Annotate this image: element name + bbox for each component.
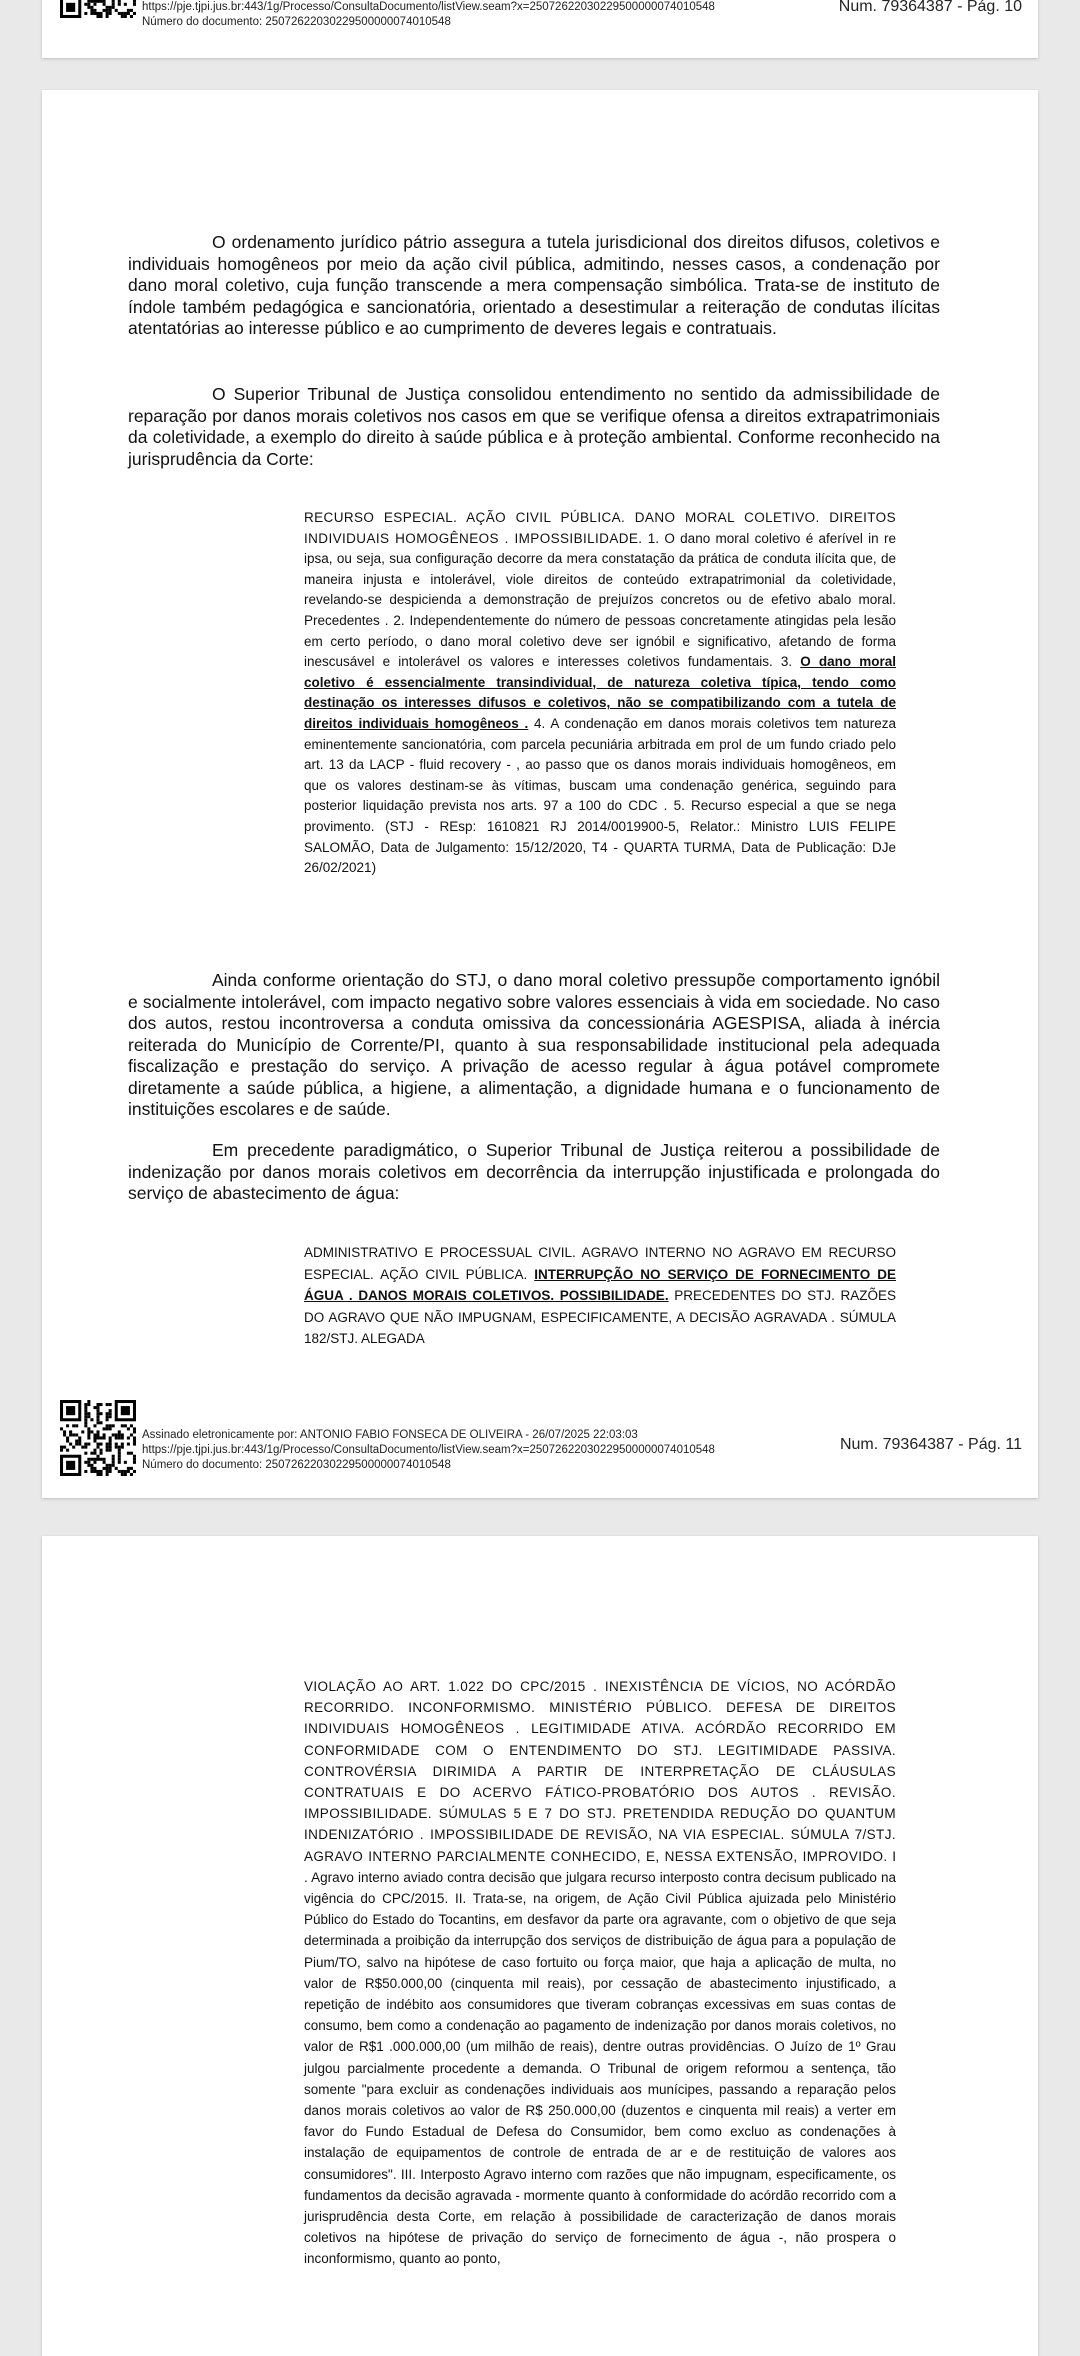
body-paragraph: O Superior Tribunal de Justiça consolidou entendimento no sentido da admissibilidade de reparação por danos morais coletivos nos casos em que se verifique ofensa a direitos extrapatrimoniais da coletividade, a exemplo do direito à saúde pública e à proteção ambiental. Conforme reconhecido na jurisprudência da Corte: [128,384,940,469]
highlighted-excerpt: INTERRUPÇÃO NO SERVIÇO DE FORNECIMENTO DE ÁGUA . DANOS MORAIS COLETIVOS. POSSIBILIDADE. [304,1266,896,1303]
jurisprudence-quote: ADMINISTRATIVO E PROCESSUAL CIVIL. AGRAVO INTERNO NO AGRAVO EM RECURSO ESPECIAL. AÇÃO CIVIL PÚBLICA. INTERRUPÇÃO NO SERVIÇO DE FORNECIMENTO DE ÁGUA . DANOS MORAIS COLETIVOS. POSSIBILIDADE. PRECEDENTES DO STJ. RAZÕES DO AGRAVO QUE NÃO IMPUGNAM, ESPECIFICAMENTE, A DECISÃO AGRAVADA . SÚMULA 182/STJ. ALEGADA [304,1245,896,1346]
document-number: Número do documento: 25072622030229500000074010548 [142,16,451,28]
jurisprudence-quote: VIOLAÇÃO AO ART. 1.022 DO CPC/2015 . INEXISTÊNCIA DE VÍCIOS, NO ACÓRDÃO RECORRIDO. INCONFORMISMO. MINISTÉRIO PÚBLICO. DEFESA DE DIREITOS INDIVIDUAIS HOMOGÊNEOS . LEGITIMIDADE ATIVA. ACÓRDÃO RECORRIDO EM CONFORMIDADE COM O ENTENDIMENTO DO STJ. LEGITIMIDADE PASSIVA. CONTROVÉRSIA DIRIMIDA A PARTIR DE INTERPRETAÇÃO DE CLÁUSULAS CONTRATUAIS E DO ACERVO FÁTICO-PROBATÓRIO DOS AUTOS . REVISÃO. IMPOSSIBILIDADE. SÚMULAS 5 E 7 DO STJ. PRETENDIDA REDUÇÃO DO QUANTUM INDENIZATÓRIO . IMPOSSIBILIDADE DE REVISÃO, NA VIA ESPECIAL. SÚMULA 7/STJ. AGRAVO INTERNO PARCIALMENTE CONHECIDO, E, NESSA EXTENSÃO, IMPROVIDO. I . Agravo interno aviado contra decisão que julgara recurso interposto contra decisum publicado na vigência do CPC/2015. II. Trata-se, na origem, de Ação Civil Pública ajuizada pelo Ministério Público do Estado do Tocantins, em desfavor da parte ora agravante, com o objetivo de que seja determinada a proibição da interrupção dos serviços de distribuição de água para a população de Pium/TO, salvo na hipótese de caso fortuito ou força maior, que haja a aplicação de multa, no valor de R$50.000,00 (cinquenta mil reais), por cessação de abastecimento injustificado, a repetição de indébito aos consumidores que tiveram cobranças excessivas em suas contas de consumo, bem como a condenação ao pagamento de indenização por danos morais coletivos, no valor de R$1 .000.000,00 (um milhão de reais), dentre outras providências. O Juízo de 1º Grau julgou parcialmente procedente a demanda. O Tribunal de origem reformou a sentença, tão somente "para excluir as condenações individuais aos munícipes, passando a reparação pelos danos morais coletivos ao valor de R$ 250.000,00 (duzentos e cinquenta mil reais) a verter em favor do Fundo Estadual de Defesa do Consumidor, bem como excluo as condenações à instalação de equipamentos de controle de entrada de ar e de restituição de valores aos consumidores". III. Interposto Agravo interno com razões que não impugnam, especificamente, os fundamentos da decisão agravada - mormente quanto à conformidade do acórdão recorrido com a jurisprudência desta Corte, em relação à possibilidade de caracterização de danos morais coletivos na hipótese de privação do serviço de fornecimento de água -, não prospera o inconformismo, quanto ao ponto, [304,1679,896,2267]
jurisprudence-quote: RECURSO ESPECIAL. AÇÃO CIVIL PÚBLICA. DANO MORAL COLETIVO. DIREITOS INDIVIDUAIS HOMOGÊNEOS . IMPOSSIBILIDADE. 1. O dano moral coletivo é aferível in re ipsa, ou seja, sua configuração decorre da mera constatação da prática de conduta ilícita que, de maneira injusta e intolerável, viole direitos de conteúdo extrapatrimonial da coletividade, revelando-se despicienda a demonstração de prejuízos concretos ou de efetivo abalo moral. Precedentes . 2. Independentemente do número de pessoas concretamente atingidas pela lesão em certo período, o dano moral coletivo deve ser ignóbil e significativo, afetando de forma inescusável e intolerável os valores e interesses coletivos fundamentais. 3. O dano moral coletivo é essencialmente transindividual, de natureza coletiva típica, tendo como destinação os interesses difusos e coletivos, não se compatibilizando com a tutela de direitos individuais homogêneos . 4. A condenação em danos morais coletivos tem natureza eminentemente sancionatória, com parcela pecuniária arbitrada em prol de um fundo criado pelo art. 13 da LACP - fluid recovery - , ao passo que os danos morais individuais homogêneos, em que os valores destinam-se às vítimas, buscam uma condenação genérica, seguindo para posterior liquidação prevista nos arts. 97 a 100 do CDC . 5. Recurso especial a que se nega provimento. (STJ - REsp: 1610821 RJ 2014/0019900-5, Relator.: Ministro LUIS FELIPE SALOMÃO, Data de Julgamento: 15/12/2020, T4 - QUARTA TURMA, Data de Publicação: DJe 26/02/2021) [304,510,897,876]
document-url: https://pje.tjpi.jus.br:443/1g/Processo/ConsultaDocumento/listView.seam?x=25072622030229500000074010548 [142,1444,715,1456]
body-paragraph: Ainda conforme orientação do STJ, o dano moral coletivo pressupõe comportamento ignóbil e socialmente intolerável, com impacto negativo sobre valores essenciais à vida em sociedade. No caso dos autos, restou incontroversa a conduta omissiva da concessionária AGESPISA, aliada à inércia reiterada do Município de Corrente/PI, quanto à sua responsabilidade institucional pela adequada fiscalização e prestação do serviço. A privação de acesso regular à água potável compromete diretamente a saúde pública, a higiene, a alimentação, a dignidade humana e o funcionamento de instituições escolares e de saúde. [128,970,940,1119]
signature-footer [60,1400,1030,1478]
qr-code-icon [60,0,136,18]
document-url: https://pje.tjpi.jus.br:443/1g/Processo/ConsultaDocumento/listView.seam?x=25072622030229500000074010548 [142,1,715,13]
document-page-11 [42,90,1038,1498]
qr-code-icon [60,1400,136,1476]
body-paragraph: Em precedente paradigmático, o Superior Tribunal de Justiça reiterou a possibilidade de indenização por danos morais coletivos em decorrência da interrupção injustificada e prolongada do serviço de abastecimento de água: [128,1140,940,1203]
signature-line: Assinado eletronicamente por: ANTONIO FABIO FONSECA DE OLIVEIRA - 26/07/2025 22:03:03 [142,1429,638,1441]
document-page-12 [42,1536,1038,2356]
document-number: Número do documento: 25072622030229500000074010548 [142,1459,451,1471]
highlighted-excerpt: O dano moral coletivo é essencialmente transindividual, de natureza coletiva típica, tendo como destinação os interesses difusos e coletivos, não se compatibilizando com a tutela de direitos individuais homogêneos . [304,654,896,731]
document-page-10 [42,0,1038,58]
page-number: Num. 79364387 - Pág. 11 [839,1436,1022,1453]
page-number: Num. 79364387 - Pág. 10 [838,0,1022,15]
body-paragraph: O ordenamento jurídico pátrio assegura a tutela jurisdicional dos direitos difusos, coletivos e individuais homogêneos por meio da ação civil pública, admitindo, nesses casos, a condenação por dano moral coletivo, cuja função transcende a mera compensação simbólica. Trata-se de instituto de índole também pedagógica e sancionatória, orientado a desestimular a reiteração de condutas ilícitas atentatórias ao interesse público e ao cumprimento de deveres legais e contratuais. [128,232,940,338]
signature-footer [60,0,1030,58]
